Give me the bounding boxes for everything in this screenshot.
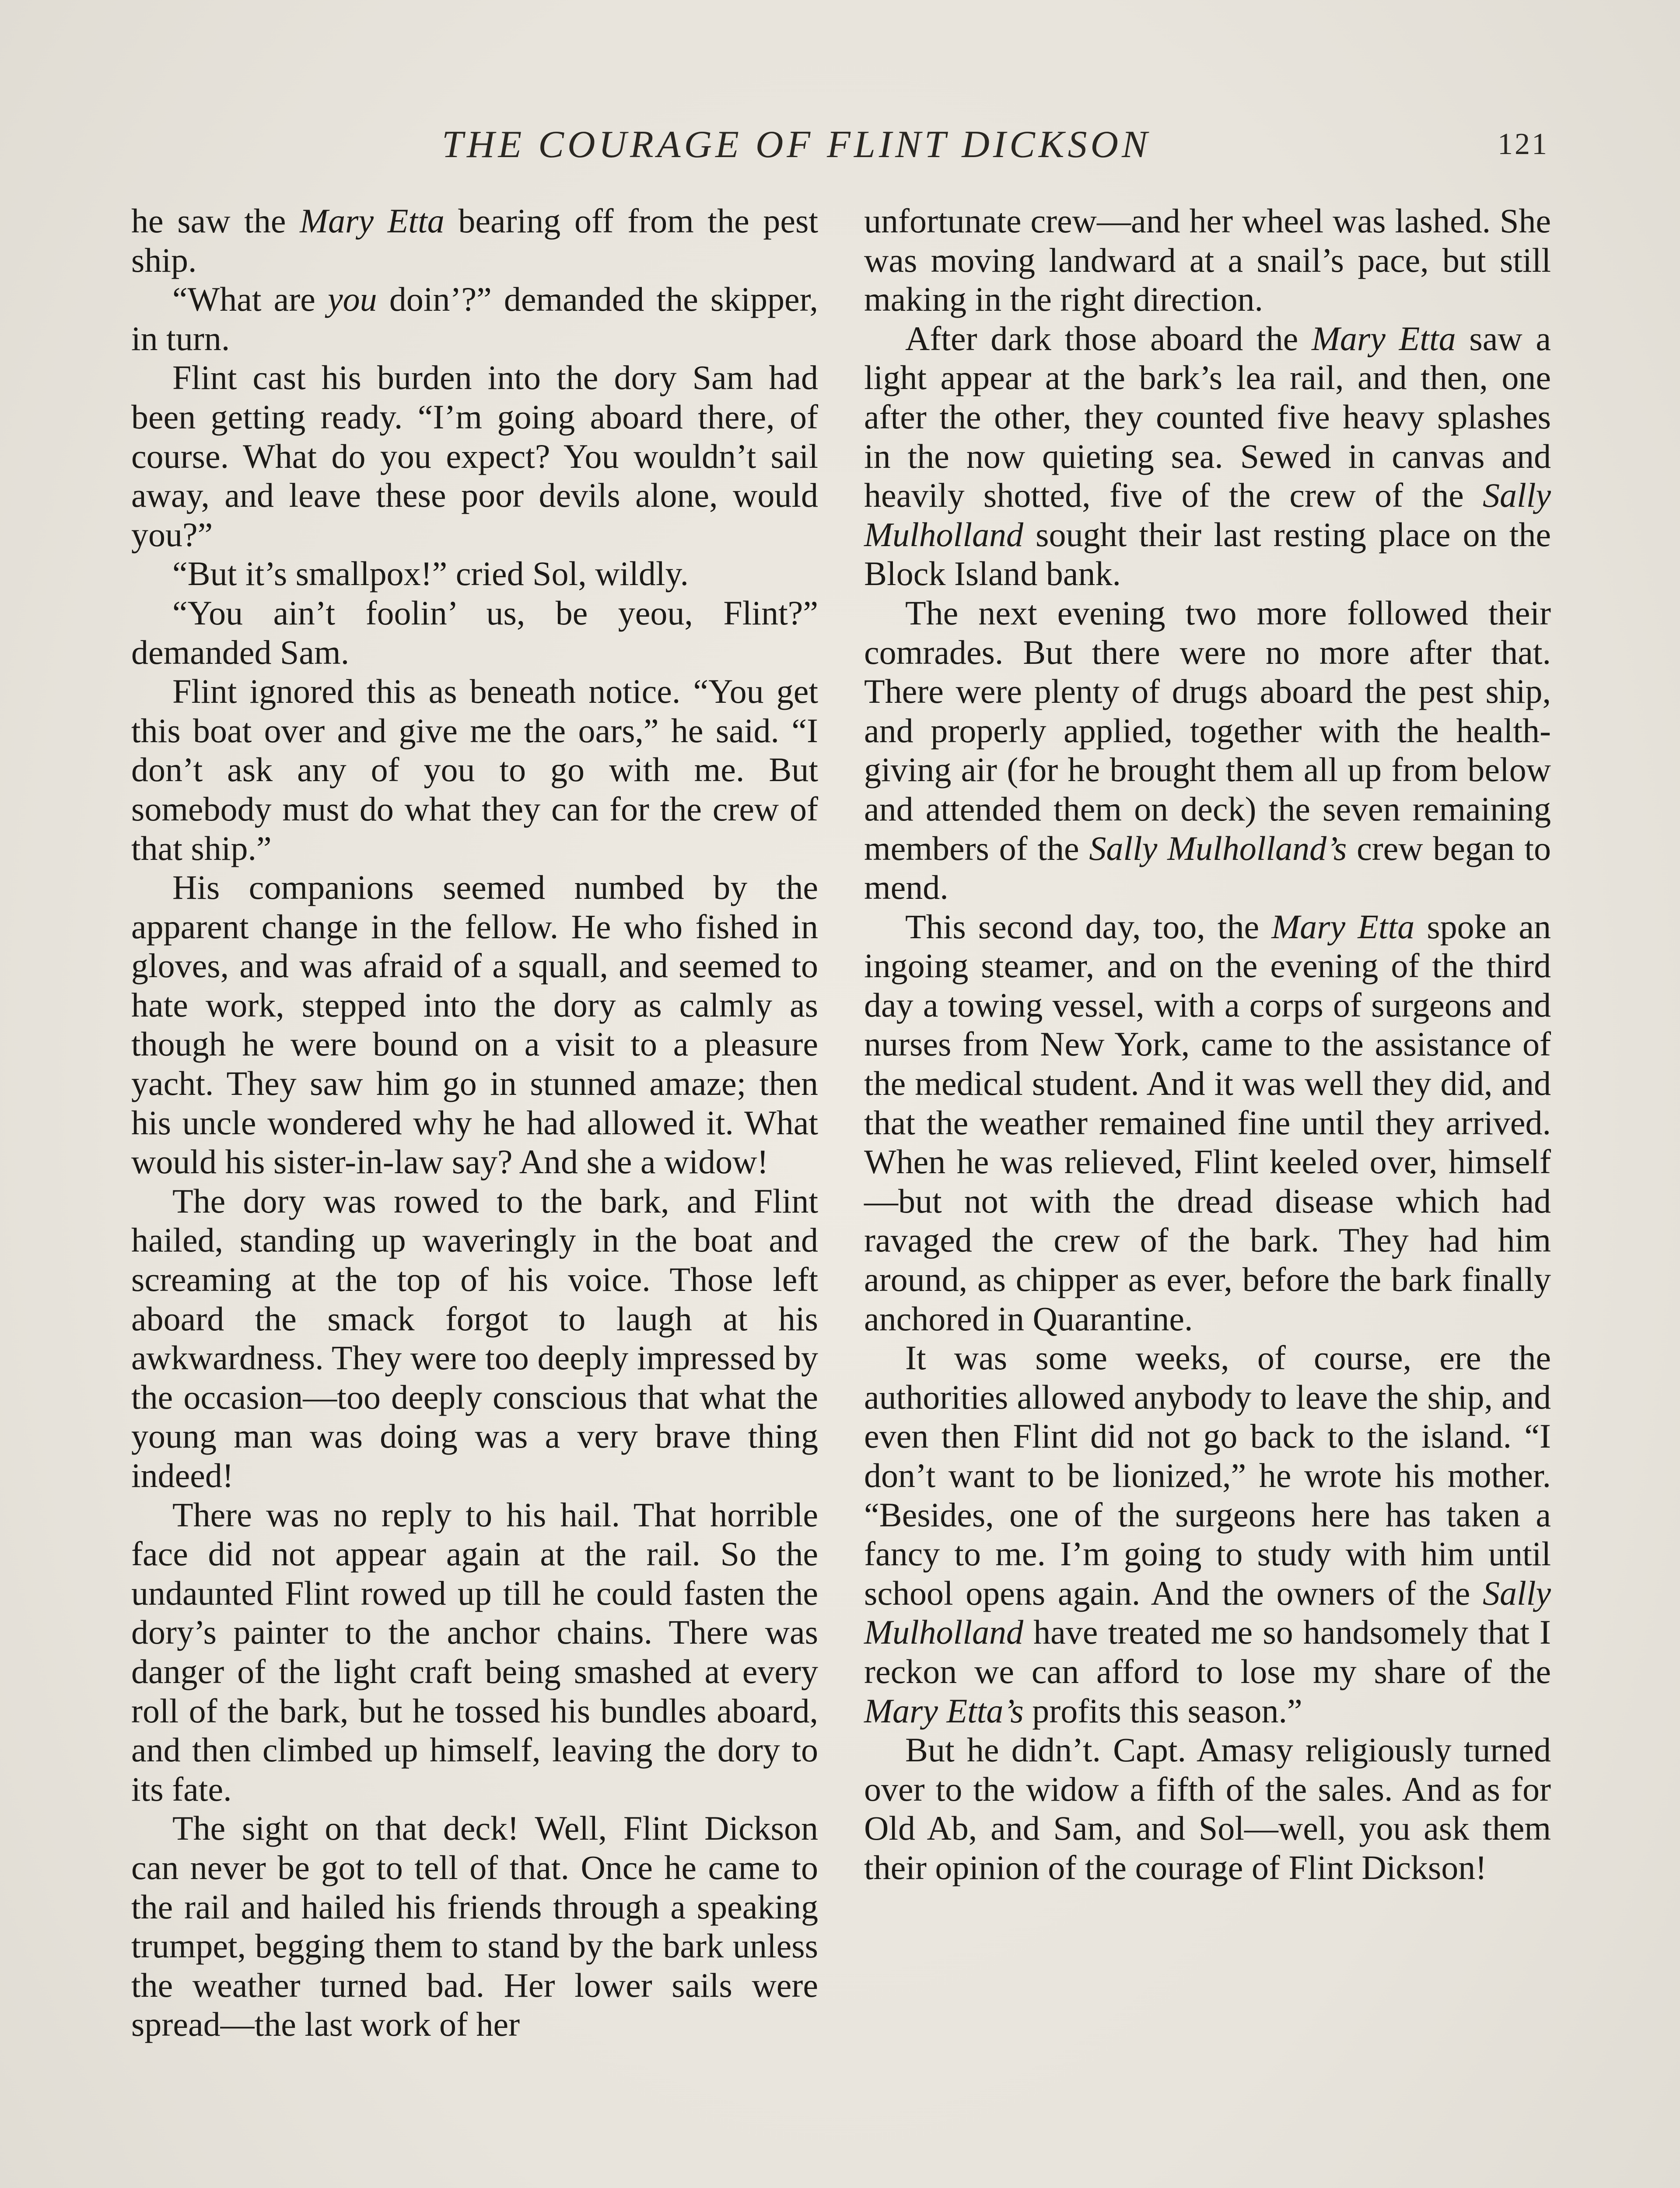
paragraph [864, 319, 1551, 593]
paragraph [131, 593, 818, 672]
italic-text-run: Sally Mulholland [864, 1574, 1551, 1652]
paragraph [864, 907, 1551, 1339]
text-run: The dory was rowed to the bark, and Flint hailed, standing up waveringly in the boat and screaming at the top of his voice. Those left aboard the smack forgot to laugh at his awkwardness. They were too deeply impressed by the occasion—too deeply conscious that what the young man was doing was a very brave thing indeed! [131, 1182, 818, 1494]
text-run: “You ain’t foolin’ us, be yeou, Flint?” demanded Sam. [131, 593, 818, 671]
right-text-column [864, 201, 1551, 1887]
italic-text-run: Sally Mulholland [864, 476, 1551, 554]
text-run: Flint cast his burden into the dory Sam had been getting ready. “I’m going aboard there, of course. What do you expect? You wouldn’t sail away, and leave these poor devils alone, would you?” [131, 358, 818, 554]
italic-text-run: Mary Etta [1271, 907, 1415, 946]
italic-text-run: Mary Etta’s [864, 1691, 1024, 1730]
text-run: sought their last resting place on the Block Island bank. [864, 515, 1551, 593]
text-run: profits this season.” [1023, 1691, 1302, 1730]
italic-text-run: Sally Mulholland’s [1089, 829, 1347, 867]
text-run: His companions seemed numbed by the apparent change in the fellow. He who fished in gloves, and was afraid of a squall, and seemed to hate work, stepped into the dory as calmly as though he were bound on a visit to a pleasure yacht. They saw him go in stunned amaze; then his uncle wondered why he had allowed it. What would his sister-in-law say? And she a widow! [131, 868, 818, 1181]
paragraph [864, 593, 1551, 907]
text-run: have treated me so handsomely that I reckon we can afford to lose my share of the [864, 1613, 1551, 1690]
paragraph [131, 1809, 818, 2044]
paragraph [864, 201, 1551, 319]
paragraph [131, 1495, 818, 1809]
paragraph [131, 554, 818, 593]
paragraph [131, 672, 818, 868]
text-run: Flint ignored this as beneath notice. “You get this boat over and give me the oars,” he said. “I don’t ask any of you to go with me. But somebody must do what they can for the crew of that ship.” [131, 672, 818, 867]
italic-text-run: Mary Etta [300, 202, 444, 240]
text-run: “But it’s smallpox!” cried Sol, wildly. [172, 554, 689, 593]
italic-text-run: Mary Etta [1311, 319, 1456, 358]
text-run: The next evening two more followed their comrades. But there were no more after that. There were plenty of drugs aboard the pest ship, and properly applied, together with the health-giving air (for he brought them all up from below and attended them on deck) the seven remaining members of the [864, 593, 1551, 867]
paragraph [131, 280, 818, 358]
text-run: After dark those aboard the [905, 319, 1312, 358]
text-run: It was some weeks, of course, ere the authorities allowed anybody to leave the ship, and even then Flint did not go back to the island. “I don’t want to be lionized,” he wrote his mother. “Besides, one of the surgeons here has taken a fancy to me. I’m going to study with him until school opens again. And the owners of the [864, 1339, 1551, 1612]
page-number: 121 [1498, 127, 1549, 161]
paragraph [131, 1182, 818, 1495]
text-run: But he didn’t. Capt. Amasy religiously turned over to the widow a fifth of the sales. And as for Old Ab, and Sam, and Sol—well, you ask them their opinion of the courage of Flint Dickson! [864, 1731, 1551, 1886]
text-run: This second day, too, the [905, 907, 1272, 946]
text-run: bearing off from the pest ship. [131, 202, 819, 279]
running-title: THE COURAGE OF FLINT DICKSON [442, 123, 1151, 166]
italic-text-run: you [328, 280, 377, 319]
paragraph [131, 358, 818, 554]
text-run: The sight on that deck! Well, Flint Dickson can never be got to tell of that. Once he came to the rail and hailed his friends through a speaking trumpet, begging them to stand by the bark unless the weather turned bad. Her lower sails were spread—the last work of her [131, 1809, 818, 2044]
text-run: There was no reply to his hail. That horrible face did not appear again at the rail. So the undaunted Flint rowed up till he could fasten the dory’s painter to the anchor chains. There was danger of the light craft being smashed at every roll of the bark, but he tossed his bundles aboard, and then climbed up himself, leaving the dory to its fate. [131, 1495, 818, 1808]
text-run: he saw the [131, 202, 300, 240]
page-header [131, 109, 1549, 175]
paragraph [864, 1730, 1551, 1887]
text-run: spoke an ingoing steamer, and on the evening of the third day a towing vessel, with a corps of surgeons and nurses from New York, came to the assistance of the medical student. And it was well they did, and that the weather remained fine until they arrived. When he was relieved, Flint keeled over, himself—but not with the dread disease which had ravaged the crew of the bark. They had him around, as chipper as ever, before the bark finally anchored in Quarantine. [864, 907, 1551, 1338]
left-text-column [131, 201, 818, 2044]
text-run: saw a light appear at the bark’s lea rail, and then, one after the other, they counted five heavy splashes in the now quieting sea. Sewed in canvas and heavily shotted, five of the crew of the [864, 319, 1551, 515]
text-run: “What are [172, 280, 328, 319]
text-run: crew began to mend. [864, 829, 1551, 907]
paragraph [131, 868, 818, 1182]
text-run: doin’?” demanded the skipper, in turn. [131, 280, 818, 358]
text-run: unfortunate crew—and her wheel was lashed. She was moving landward at a snail’s pace, but still making in the right direction. [864, 202, 1551, 319]
paragraph [131, 201, 818, 280]
paragraph [864, 1338, 1551, 1730]
